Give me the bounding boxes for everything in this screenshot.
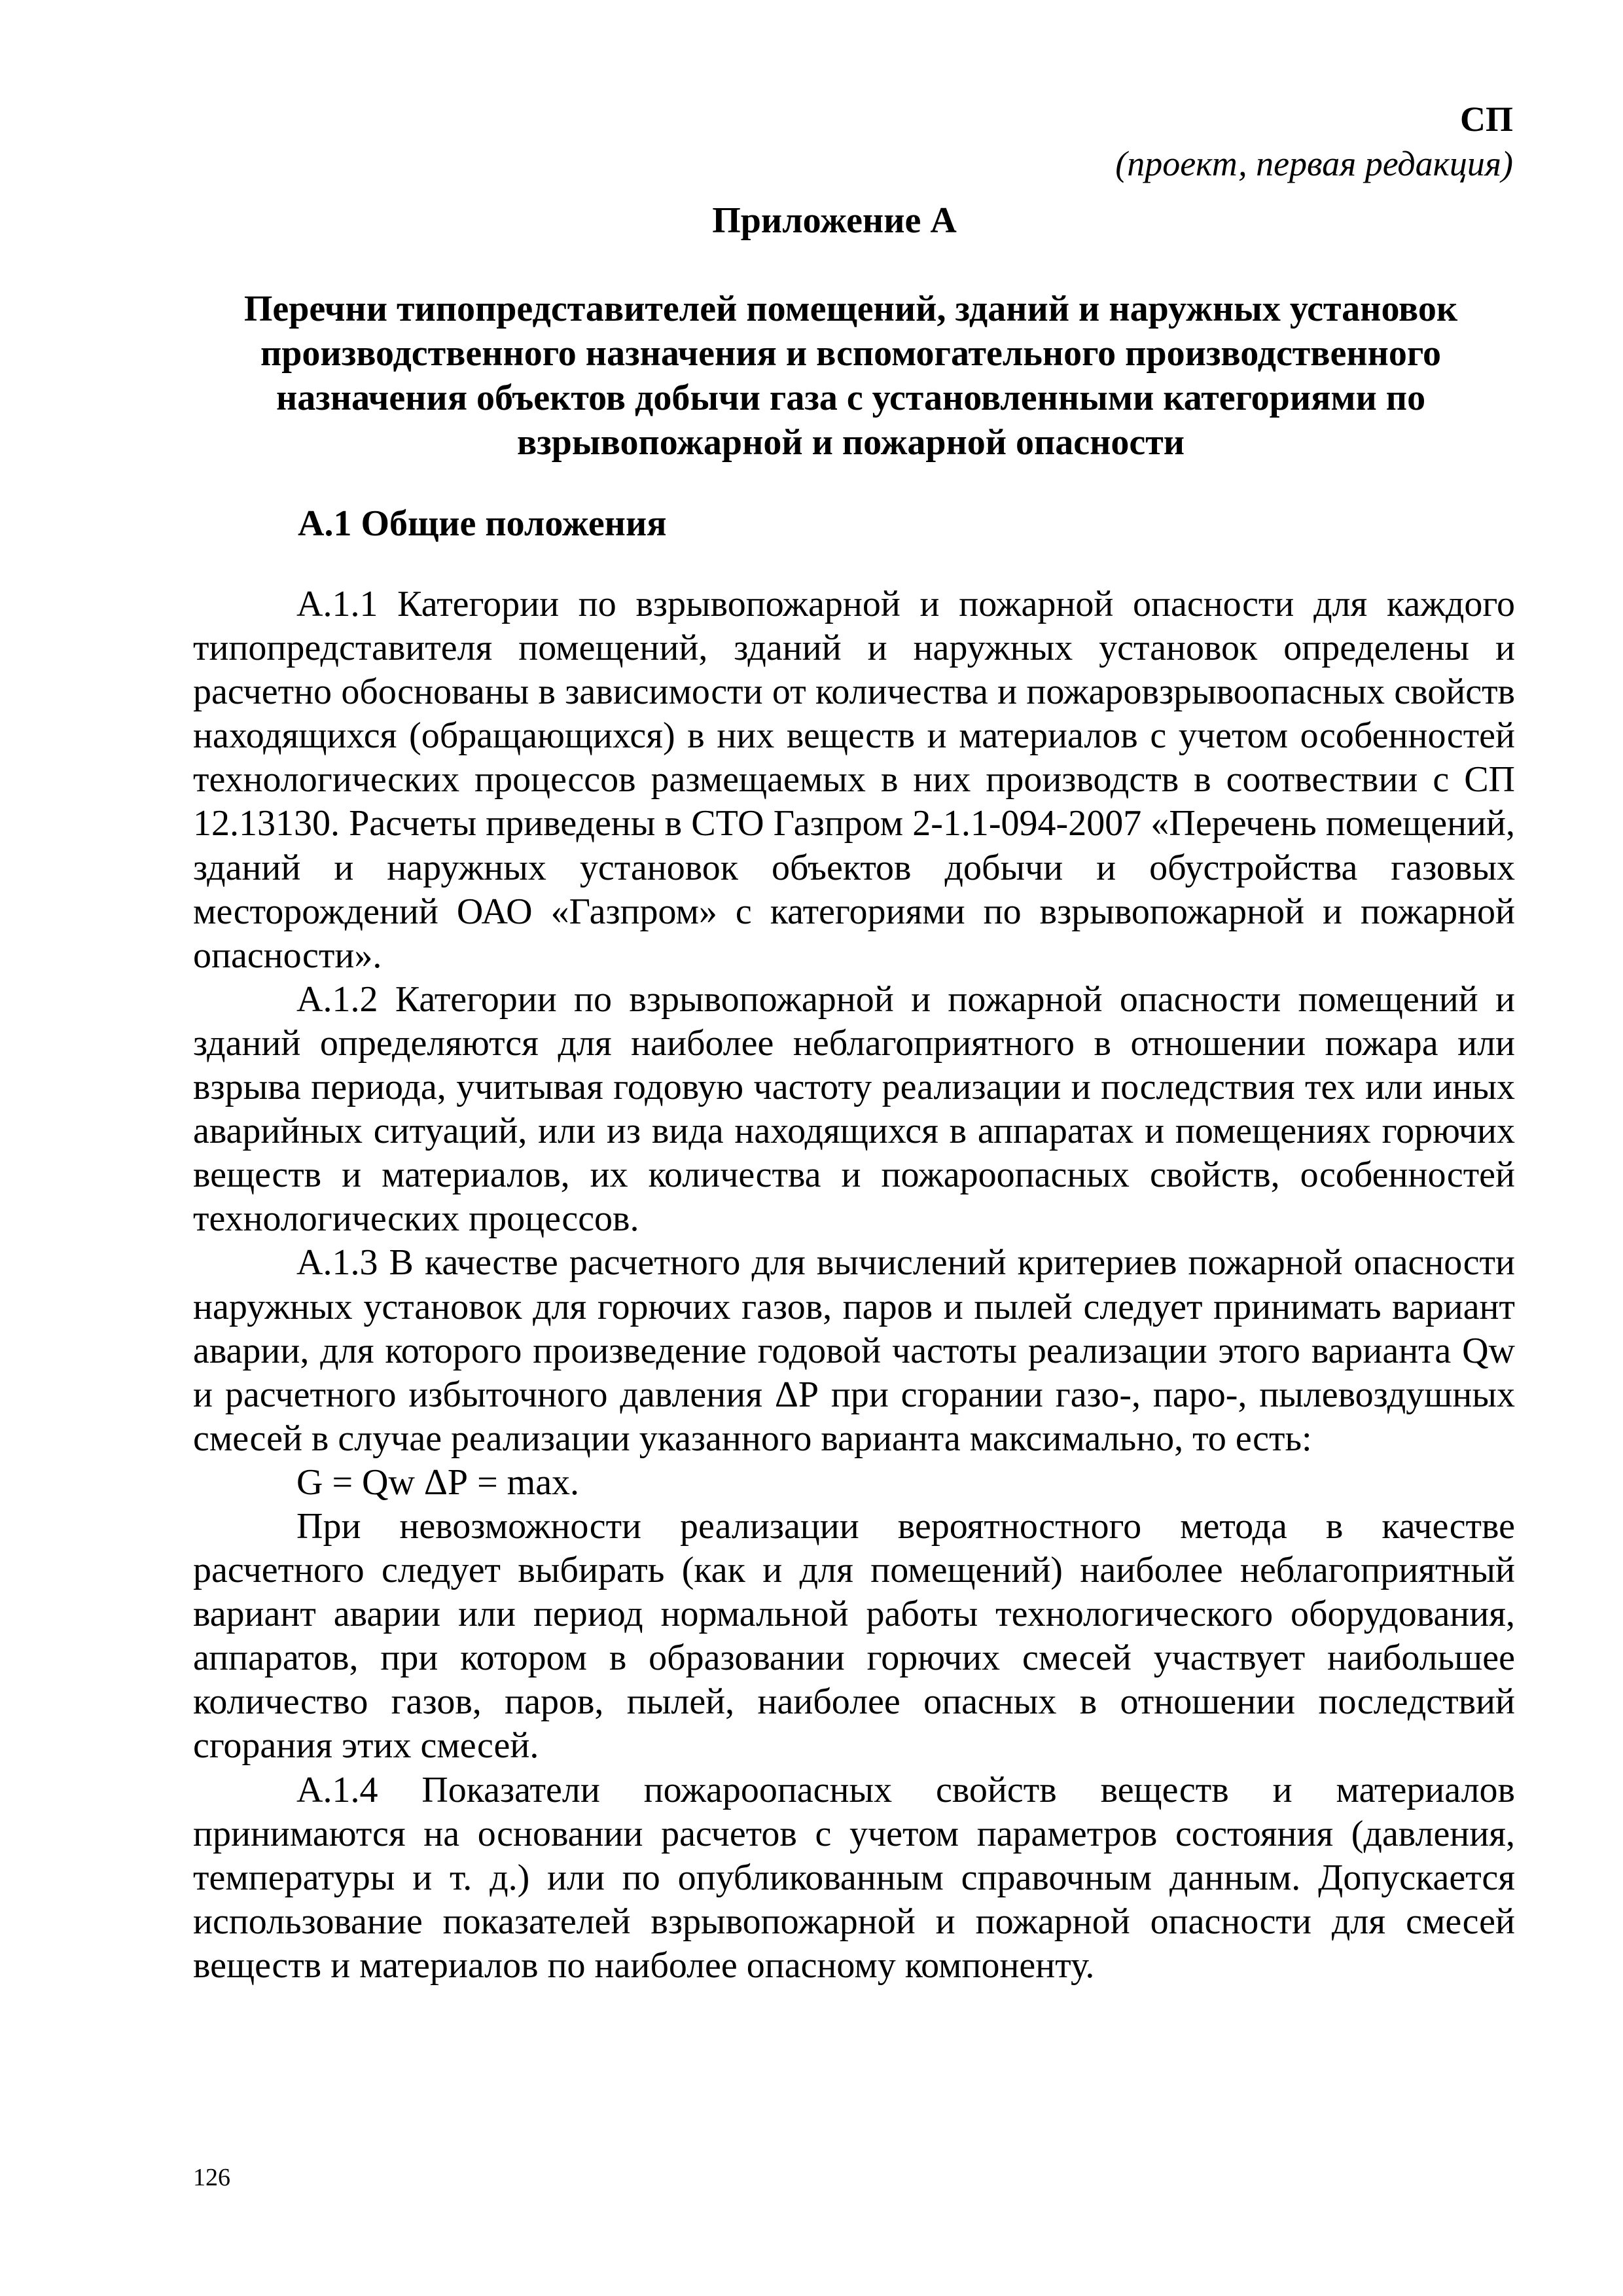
paragraph-a-1-3: А.1.3 В качестве расчетного для вычислений критериев пожарной опасности наружных установок для горючих газов, паров и пылей следует принимать вариант аварии, для которого произведение годовой частоты реализации этого варианта Qw и расчетного избыточного давления ΔР при сгорании газо-, паро-, пылевоздушных смесей в случае реализации указанного варианта максимально, то есть:: [193, 1242, 1515, 1459]
document-code: СП: [1460, 99, 1513, 139]
paragraph-a-1-2: А.1.2 Категории по взрывопожарной и пожарной опасности помещений и зданий определяются для наиболее неблагоприятного в отношении пожара или взрыва периода, учитывая годовую частоту реализации и последствия тех или иных аварийных ситуаций, или из вида находящихся в аппаратах и помещениях горючих веществ и материалов, их количества и пожароопасных свойств, особенностей технологических процессов.: [193, 978, 1515, 1240]
page-number: 126: [193, 2164, 230, 2191]
paragraph-a-1-1: А.1.1 Категории по взрывопожарной и пожарной опасности для каждого типопредставителя помещений, зданий и наружных установок определены и расчетно обоснованы в зависимости от количества и пожаровзрывоопасных свойств находящихся (обращающихся) в них веществ и материалов с учетом особенностей технологических процессов размещаемых в них производств в соотвествии с СП 12.13130. Расчеты приведены в СТО Газпром 2-1.1-094-2007 «Перечень помещений, зданий и наружных установок объектов добычи и обустройства газовых месторождений ОАО «Газпром» с категориями по взрывопожарной и пожарной опасности».: [193, 584, 1515, 976]
section-heading: А.1 Общие положения: [298, 503, 667, 544]
appendix-heading: Перечни типопредставителей помещений, зданий и наружных установок производственного назначения и вспомогательного производственного назначения объектов добычи газа с установленными категориями по взрывопожарной и пожарной опасности: [243, 289, 1458, 463]
paragraph-probabilistic-method: При невозможности реализации вероятностного метода в качестве расчетного следует выбирать (как и для помещений) наиболее неблагоприятный вариант аварии или период нормальной работы технологического оборудования, аппаратов, при котором в образовании горючих смесей участвует наибольшее количество газов, паров, пылей, наиболее опасных в отношении последствий сгорания этих смесей.: [193, 1505, 1515, 1767]
section-body: [193, 583, 1515, 1988]
formula-line: G = Qw ΔР = max.: [296, 1462, 580, 1503]
appendix-title: Приложение А: [712, 200, 957, 241]
paragraph-a-1-4: А.1.4 Показатели пожароопасных свойств веществ и материалов принимаются на основании расчетов с учетом параметров состояния (давления, температуры и т. д.) или по опубликованным справочным данным. Допускается использование показателей взрывопожарной и пожарной опасности для смесей веществ и материалов по наиболее опасному компоненту.: [193, 1769, 1515, 1986]
document-status: (проект, первая редакция): [1115, 144, 1513, 183]
